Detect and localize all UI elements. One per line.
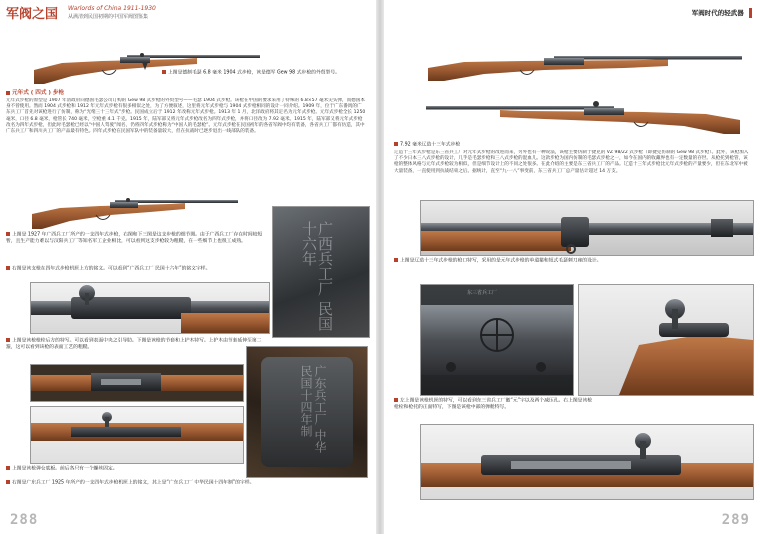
right-body-text: 辽造十三年式步枪是东三省兵工厂对元年式步枪的改进而来，另外也有一种说法，该枪主要仿制于捷克的 VZ 98/22 式步枪（即捷克仿制的 Gew 98 式步枪）。此外，该枪加入了不少日本三八式步枪的设计，几乎是毛瑟步枪和三八式步枪的混血儿。这款步枪为国内仿制的毛瑟式步枪之一，如今在国内的收藏界也有一定数量的存世。从枪托到枪管，该枪的整体风格与元年式步枪较为相似，但是细节设计上的不同之处很多。在此介绍的主要是东三省兵工厂的产品。辽造十三年式步枪比元年式步枪的产量要少，但在东北军中被大量装备，一直使用到抗战结束之后。据统计，直至“九·一八”事变前，东三省兵工厂总产量估计超过 14 万支。 — [394, 150, 749, 174]
page-number-left: 288 — [10, 512, 39, 528]
book-gutter — [376, 0, 384, 534]
muzzle-closeup-photo — [420, 200, 754, 256]
body-section — [6, 88, 366, 201]
engraving-2-text: 广东兵工厂 中华民国十四年制 — [299, 365, 327, 453]
floorplate-photo — [30, 406, 244, 464]
section-bar — [749, 8, 752, 18]
caption-1: 上图是德制毛瑟 6.8 毫米 1904 式步枪，该是德军 Gew 98 式步枪的外贸型号。 — [162, 70, 362, 77]
right-page — [384, 0, 760, 534]
receiver-engraving-photo — [272, 206, 370, 338]
liao-type13-rifle-photo — [424, 46, 744, 84]
book-logo: 军阀之国 — [6, 7, 59, 22]
bolt-closeup-photo — [30, 282, 270, 334]
section-title: 元年式 ( 四式 ) 步枪 — [6, 88, 366, 96]
page-header — [6, 3, 366, 23]
engraving-text: 广西兵工厂 民国十六年 — [300, 221, 334, 331]
caption-marker — [162, 70, 166, 74]
handguard-photo — [30, 364, 244, 402]
left-page — [0, 0, 376, 534]
caption-2: 上图是 1927 年广西兵工厂所产的一支四年式步枪，右图和下三图是这支步枪的细节图。由于广西兵工厂存在时间较短暂，且生产能力难以与汉阳兵工厂等知名军工企业相比，可以看到这支步枪较为粗糙，在一些细节上也很工成熟。 — [6, 232, 263, 244]
caption-6: 右图是广东兵工厂 1925 年所产的一支四年式步枪机匣上的铭文，其上是“广东兵工厂 中华民国十四年制”的字样。 — [6, 480, 366, 487]
header-subtitle-en: Warlords of China 1911-1930 — [68, 5, 156, 12]
bolt-handle-photo — [578, 284, 754, 396]
caption-r1: 7.92 毫米辽造十三年式步枪 — [394, 142, 644, 149]
header-subtitle-cn: 从满清到民国初期的中国军阀图鉴集 — [68, 14, 149, 20]
receiver-mark-photo — [420, 284, 574, 396]
caption-3: 右图是该支枪在四年式步枪机匣上方的铭文。可以看到“广西兵工厂 民国十六年”的铭文字样。 — [6, 266, 268, 273]
caption-5: 上图是该枪弹仓底板。前后各只有一个螺丝固定。 — [6, 466, 242, 473]
caption-r3: 左上图是该枪机匣的特写，可以看到东三省兵工厂徽“元”字以及两个减压孔。右上图是该枪枪栓和枪托的正面特写，下图是该枪中部的弹舱特写。 — [394, 398, 593, 410]
kwangsi-type4-rifle-photo — [30, 186, 240, 232]
caption-r2: 上图是辽造十三年式步枪的枪口特写，采用的是元年式步枪的单道箍和短式毛瑟刺刀座的设计。 — [394, 258, 750, 265]
page-number-right: 289 — [721, 512, 750, 528]
mauser-1904-rifle-photo — [32, 40, 262, 88]
section-header: 军阀时代的轻武器 — [692, 8, 752, 18]
caption-4: 上图是该枪枪栓后方的特写。可以看到表面中央之引导肋。下图是该枪的节套和上护木特写。上护木由节套延伸至第二箍，这可以看到该枪的表面工艺的粗糙。 — [6, 338, 262, 350]
body-text: 元年式步枪的原型是 1907 年清政府向德国毛瑟公司订购的 Gew 98 式步枪的外贸型号——毛瑟 1904 式步枪。该枪在中国的要求采用了特殊的 6.8×57 毫米尖头弹，而德国本身不曾使用。然而 1904 式步枪和 1912 年元年式步枪有很多相似之处，为了方便叙述，这里将元年式步枪与 1904 式步枪相同的设计一同介绍。1909 年，位于广东番禺的广东兵工厂首先对该枪进行了仿制，称为“光绪三十三年式”步枪。民国成立后于 1912 年改称元年式步枪。1913 年 1 月，北洋政府将其定名为元年式步枪。元年式步枪全长 1250 毫米，口径 6.8 毫米，枪管长 740 毫米，空枪重 4.1 千克。1915 年，陆军部又将元年式步枪改名为四年式步枪，并将口径改为 7.92 毫米。1915 年，陆军部又将元年式步枪改名为四年式步枪，但此时毛瑟枪已经以“中国人驾驶”闻名，仍将四年式步枪称为“中国人的毛瑟枪”。元年式步枪在民国初年的各省军阀中均有装备，各省兵工厂都有仿造，其中广东兵工厂和四川兵工厂的产品最有特色。四年式步枪在民国军队中的装备量较大，但在抗战时已逐步退出一线部队的装备。 — [6, 98, 366, 135]
receiver-marks-text: 东三省兵工厂 — [467, 290, 498, 296]
receiver-engraving-2-photo — [246, 346, 368, 478]
liao-type13-rifle-side-photo — [424, 96, 744, 140]
magazine-closeup-photo — [420, 424, 754, 500]
